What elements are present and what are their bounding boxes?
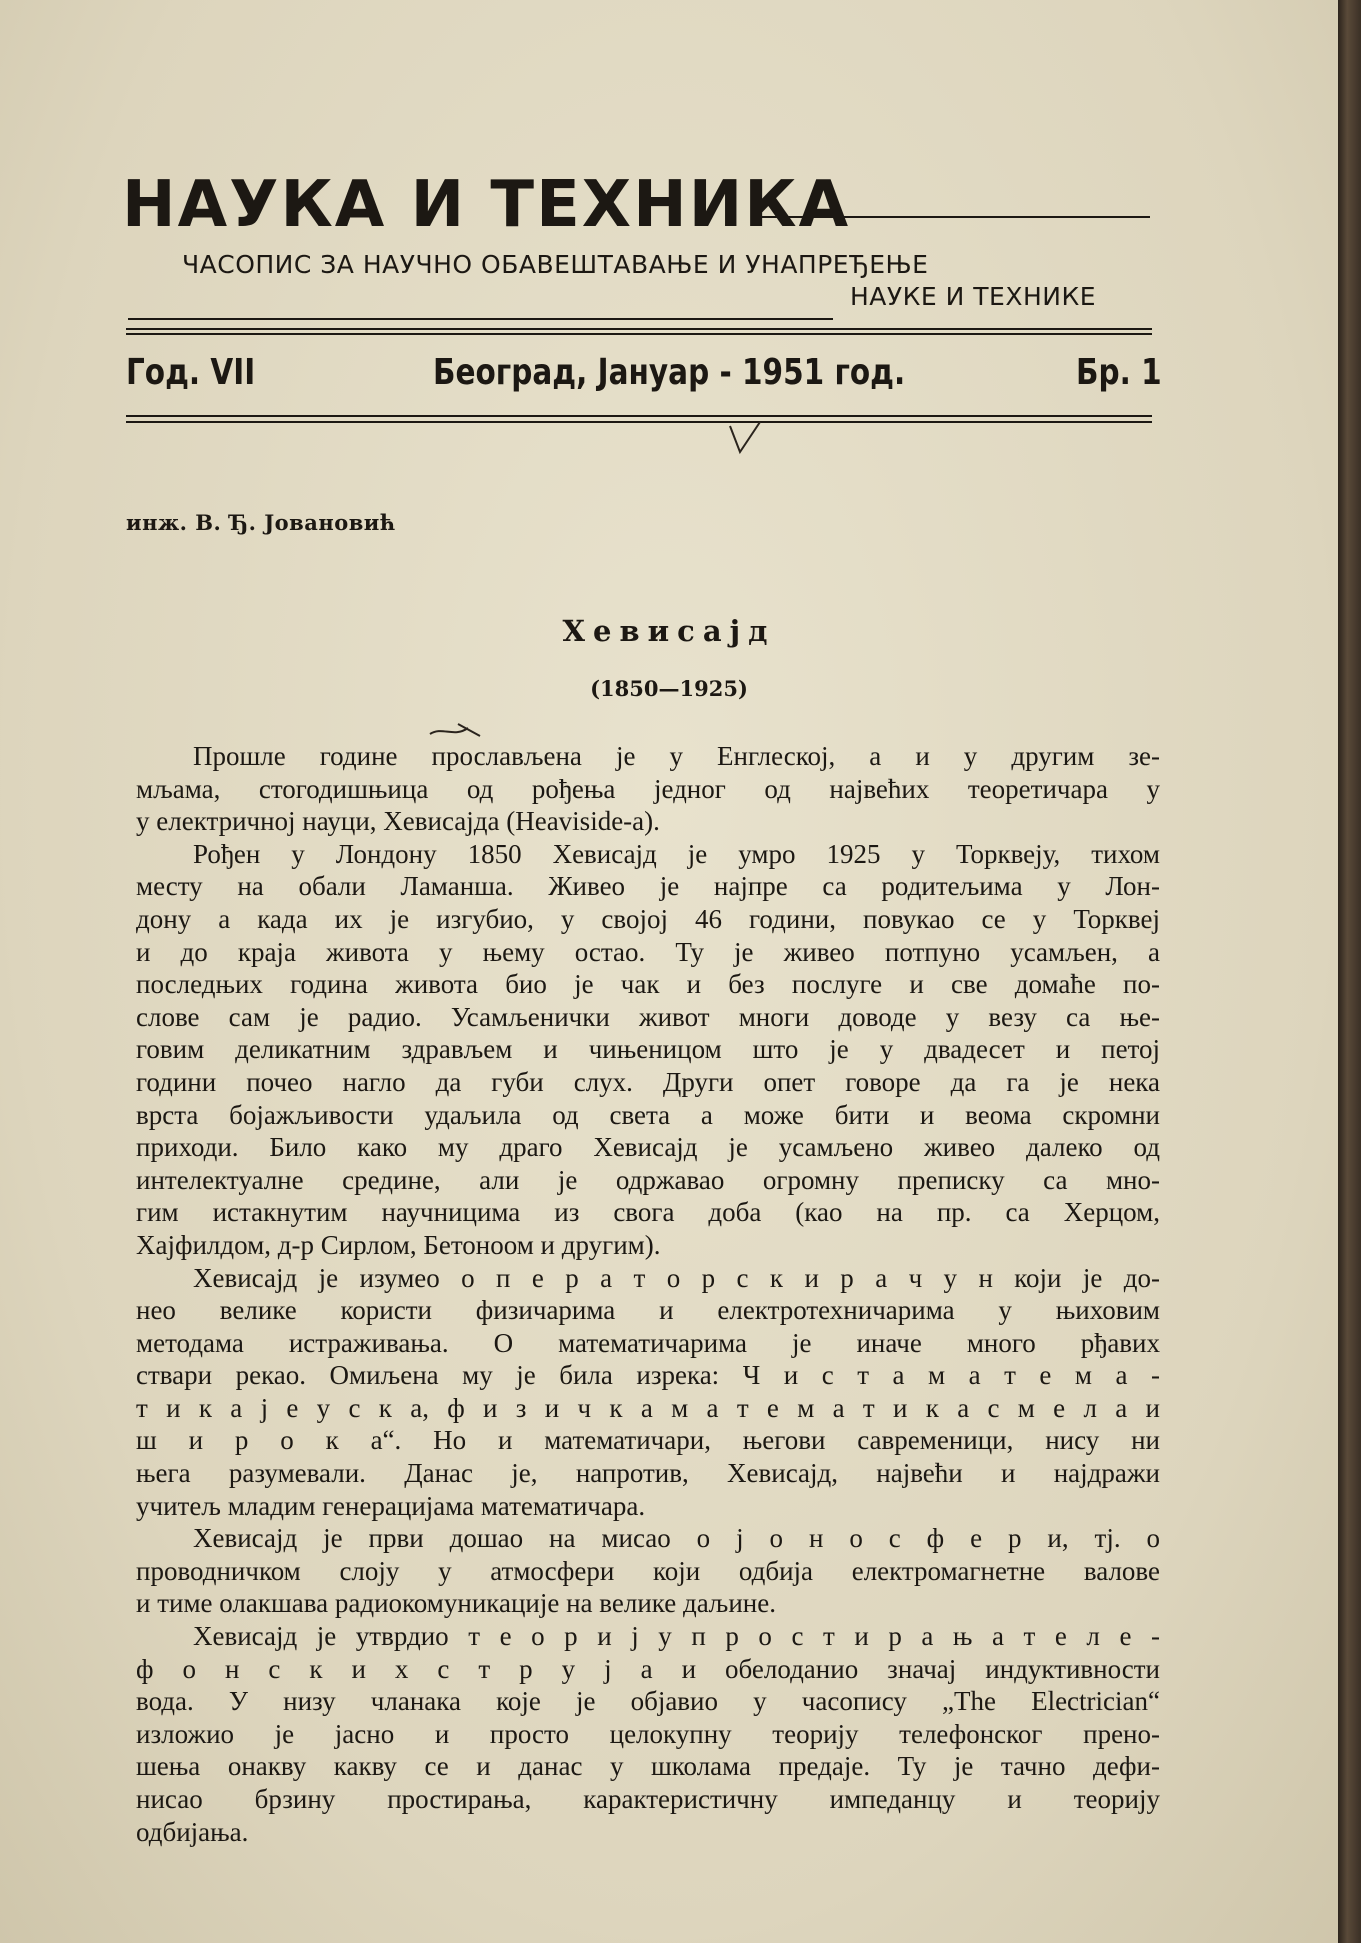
body-line: говим деликатним здрављем и чињеницом што је у двадесет и петој — [136, 1034, 1160, 1065]
body-line: и тиме олакшава радиокомуникације на велике даљине. — [136, 1588, 776, 1619]
place-date-label: Београд, Јануар - 1951 год. — [433, 352, 906, 393]
body-line: мљама, стогодишњица од рођења једног од највећих теоретичара у — [136, 773, 1160, 804]
body-line: врста бојажљивости удаљила од света а може бити и веома скромни — [136, 1099, 1160, 1130]
body-line: приходи. Било како му драго Хевисајд је усамљено живео далеко од — [136, 1132, 1160, 1163]
body-line: и до краја живота у њему остао. Ту је живео потпуно усамљен, а — [136, 936, 1160, 967]
body-line: вода. У низу чланака које је објавио у часопису „The Electrician“ — [136, 1686, 1160, 1717]
body-line: дону а када их је изгубио, у својој 46 години, повукао се у Торквеј — [136, 903, 1160, 934]
body-line: проводничком слоју у атмосфери који одбија електромагнетне валове — [136, 1555, 1160, 1586]
body-line: одбијања. — [136, 1816, 249, 1847]
journal-subtitle-line1: ЧАСОПИС ЗА НАУЧНО ОБАВЕШТАВАЊЕ И УНАПРЕЂЕЊЕ — [182, 250, 929, 279]
pencil-scribble — [428, 720, 484, 742]
body-line: Хевисајд је изумео о п е р а т о р с к и р а ч у н који је до- — [193, 1262, 1160, 1293]
binding-spine — [1338, 0, 1361, 1943]
subtitle-rule — [128, 318, 833, 320]
body-line: Хајфилдом, д-р Сирлом, Бетоноом и другим). — [136, 1229, 661, 1260]
body-line: интелектуалне средине, али је одржавао огромну преписку са мно- — [136, 1164, 1160, 1195]
issue-number-label: Бр. 1 — [1076, 352, 1162, 393]
body-line: Хевисајд је први дошао на мисао о ј о н о с ф е р и, тј. о — [193, 1523, 1160, 1554]
body-line: слове сам је радио. Усамљенички живот многи доводе у везу са ње- — [136, 1001, 1160, 1032]
body-line: шења онакву какву се и данас у школама предаје. Ту је тачно дефи- — [136, 1751, 1160, 1782]
body-line: т и к а ј е у с к а, ф и з и ч к а м а т е м а т и к а с м е л а и — [136, 1392, 1160, 1423]
body-line: Рођен у Лондону 1850 Хевисајд је умро 1925 у Торквеју, тихом — [193, 838, 1160, 869]
body-line: методама истраживања. О математичарима је иначе много рђавих — [136, 1327, 1160, 1358]
body-line: ф о н с к и х с т р у ј а и обелоданио значај индуктивности — [136, 1653, 1160, 1684]
title-rule — [755, 216, 1150, 218]
pencil-checkmark — [728, 418, 764, 458]
issue-info — [126, 352, 1162, 402]
body-line: ш и р о к а“. Но и математичари, његови савременици, нису ни — [136, 1425, 1160, 1456]
top-rule-2 — [126, 333, 1152, 335]
body-line: ствари рекао. Омиљена му је била изрека: Ч и с т а м а т е м а - — [136, 1360, 1160, 1391]
article-body — [136, 740, 1160, 1848]
body-line: нисао брзину простирања, карактеристичну импеданцу и теорију — [136, 1784, 1160, 1814]
body-line: у електричној науци, Хевисајда (Heaviside-a). — [136, 806, 660, 837]
bottom-rule-1 — [126, 415, 1152, 417]
body-line: Хевисајд је утврдио т е о р и ј у п р о с т и р а њ а т е л е - — [193, 1621, 1160, 1652]
body-line: години почео нагло да губи слух. Други опет говоре да га је нека — [136, 1066, 1160, 1097]
article-author: инж. В. Ђ. Јовановић — [126, 510, 396, 535]
journal-title: НАУКА И ТЕХНИКА — [122, 168, 851, 242]
body-line: изложио је јасно и просто целокупну теорију телефонског прено- — [136, 1718, 1160, 1749]
article-years: (1850—1925) — [590, 676, 748, 701]
volume-label: Год. VII — [126, 352, 256, 393]
journal-subtitle-line2: НАУКЕ И ТЕХНИКЕ — [850, 282, 1097, 311]
body-line: гим истакнутим научницима из свога доба (као на пр. са Херцом, — [136, 1197, 1160, 1228]
top-rule-1 — [126, 328, 1152, 330]
body-line: последњих година живота био је чак и без послуге и све домаће по- — [136, 969, 1160, 1000]
body-line: Прошле године прослављена је у Енглеској, а и у другим зе- — [193, 741, 1160, 771]
body-line: нео велике користи физичарима и електротехничарима у њиховим — [136, 1295, 1160, 1326]
bottom-rule-2 — [126, 421, 1152, 423]
article-title: Хевисајд — [562, 614, 776, 648]
body-line: учитељ младим генерацијама математичара. — [136, 1490, 646, 1521]
body-line: њега разумевали. Данас је, напротив, Хевисајд, највећи и најдражи — [136, 1458, 1160, 1489]
body-line: месту на обали Ламанша. Живео је најпре са родитељима у Лон- — [136, 871, 1160, 902]
